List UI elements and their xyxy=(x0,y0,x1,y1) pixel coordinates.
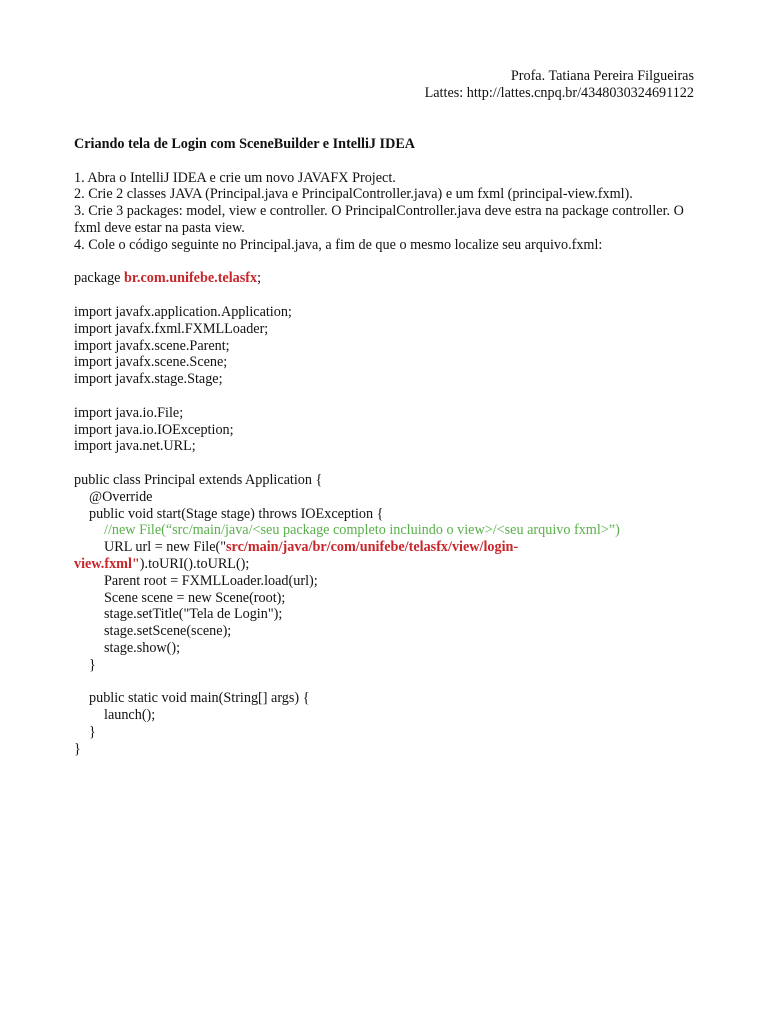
start-method-declaration: public void start(Stage stage) throws IOException { xyxy=(89,505,384,522)
document-header xyxy=(425,68,694,102)
code-line: stage.show(); xyxy=(104,639,181,656)
close-brace: } xyxy=(89,723,96,740)
spacer xyxy=(74,254,696,271)
import-line: import javafx.fxml.FXMLLoader; xyxy=(74,320,269,337)
import-line: import java.net.URL; xyxy=(74,438,196,455)
spacer xyxy=(74,153,696,170)
step-2: 2. Crie 2 classes JAVA (Principal.java e PrincipalController.java) e um fxml (principal-view.fxml). xyxy=(74,186,633,203)
import-line: import java.io.IOException; xyxy=(74,421,234,438)
url-path-part-1: src/main/java/br/com/unifebe/telasfx/view/login- xyxy=(226,539,519,556)
spacer xyxy=(74,287,696,304)
spacer xyxy=(74,388,696,405)
import-line: import javafx.scene.Parent; xyxy=(74,337,230,354)
spacer xyxy=(74,455,696,472)
package-keyword: package xyxy=(74,270,125,287)
launch-call: launch(); xyxy=(104,707,156,724)
author-name: Profa. Tatiana Pereira Filgueiras xyxy=(510,68,694,84)
override-annotation: @Override xyxy=(89,488,153,505)
code-line: stage.setTitle("Tela de Login"); xyxy=(104,606,283,623)
import-line: import javafx.application.Application; xyxy=(74,303,292,320)
close-brace: } xyxy=(89,656,96,673)
package-semicolon: ; xyxy=(257,270,262,287)
step-1: 1. Abra o IntelliJ IDEA e crie um novo JAVAFX Project. xyxy=(74,169,396,186)
url-line-continued xyxy=(74,556,696,573)
package-line xyxy=(74,270,696,287)
code-line: Scene scene = new Scene(root); xyxy=(104,589,286,606)
code-line: Parent root = FXMLLoader.load(url); xyxy=(104,572,318,589)
main-method-declaration: public static void main(String[] args) { xyxy=(89,690,310,707)
package-name: br.com.unifebe.telasfx xyxy=(124,270,258,287)
code-comment: //new File(“src/main/java/<seu package completo incluindo o view>/<seu arquivo fxml>”) xyxy=(104,522,620,539)
import-line: import javafx.stage.Stage; xyxy=(74,371,223,388)
close-brace: } xyxy=(74,740,81,757)
url-suffix: ).toURI().toURL(); xyxy=(139,555,250,572)
import-line: import javafx.scene.Scene; xyxy=(74,354,228,371)
document-title: Criando tela de Login com SceneBuilder e IntelliJ IDEA xyxy=(74,136,416,152)
step-4: 4. Cole o código seguinte no Principal.java, a fim de que o mesmo localize seu arquivo.fxml: xyxy=(74,236,603,253)
url-path-part-2: view.fxml" xyxy=(74,555,140,572)
step-3: 3. Crie 3 packages: model, view e controller. O PrincipalController.java deve estra na package controller. O fxml deve estar na pasta view. xyxy=(74,203,684,236)
import-line: import java.io.File; xyxy=(74,404,184,421)
spacer xyxy=(74,674,696,691)
lattes-link: Lattes: http://lattes.cnpq.br/4348030324691122 xyxy=(424,84,694,101)
document-body xyxy=(74,136,696,757)
class-declaration: public class Principal extends Application { xyxy=(74,471,323,488)
code-line: stage.setScene(scene); xyxy=(104,623,232,640)
url-line xyxy=(74,539,696,556)
url-prefix: URL url = new File(" xyxy=(104,539,227,556)
